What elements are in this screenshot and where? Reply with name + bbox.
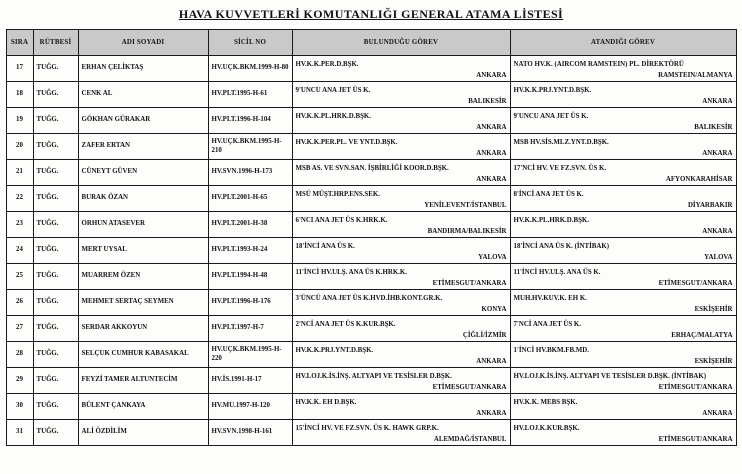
bulundugu-gorev-text: HV.LOJ.K.İS.İNŞ. ALTYAPI VE TESİSLER D.BŞK. [295,373,452,381]
cell-rutbe: TUĞG. [33,82,78,108]
cell-sira: 23 [6,212,33,238]
cell-sira: 27 [6,316,33,342]
cell-bulundugu-gorev [292,186,510,212]
cell-ad: CENK AL [78,82,208,108]
col-header-atandigi: ATANDIĞI GÖREV [510,30,736,56]
cell-sicil: HV.PLT.2001-H-65 [208,186,292,212]
cell-sira: 22 [6,186,33,212]
cell-sira: 18 [6,82,33,108]
cell-sicil: HV.SVN.1996-H-173 [208,160,292,186]
atandigi-gorev-text: HV.LOJ.K.İS.İNŞ. ALTYAPI VE TESİSLER D.BŞK. (İNTİBAK) [513,373,706,381]
table-row [6,420,736,446]
bulundugu-gorev-text: MSB AS. VE SVN.SAN. İŞBİRLİĞİ KOOR.D.BŞK. [295,165,449,173]
cell-atandigi-gorev [510,134,736,160]
cell-atandigi-gorev [510,186,736,212]
table-row [6,134,736,160]
cell-atandigi-gorev [510,420,736,446]
cell-sicil: HV.PLT.2001-H-38 [208,212,292,238]
atandigi-gorev-yer: BALIKESİR [694,123,733,131]
bulundugu-gorev-yer: YALOVA [478,253,507,261]
table-row [6,186,736,212]
bulundugu-gorev-yer: ANKARA [476,149,507,157]
bulundugu-gorev-text: HV.K.K.PL.HRK.D.BŞK. [295,113,371,121]
atandigi-gorev-yer: ANKARA [702,227,733,235]
cell-sicil: HV.PLT.1996-H-104 [208,108,292,134]
atandigi-gorev-yer: DİYARBAKIR [687,201,733,209]
page-title: HAVA KUVVETLERİ KOMUTANLIĞI GENERAL ATAMA LİSTESİ [178,7,564,21]
cell-rutbe: TUĞG. [33,394,78,420]
atandigi-gorev-yer: AFYONKARAHİSAR [665,175,733,183]
col-header-ad: ADI SOYADI [78,30,208,56]
cell-sicil: HV.PLT.1995-H-61 [208,82,292,108]
cell-bulundugu-gorev [292,420,510,446]
atandigi-gorev-text: HV.K.K.PRJ.YNT.D.BŞK. [513,87,592,95]
cell-bulundugu-gorev [292,82,510,108]
col-header-sicil: SİCİL NO [208,30,292,56]
cell-sicil: HV.UÇK.BKM.1999-H-80 [208,56,292,82]
cell-rutbe: TUĞG. [33,56,78,82]
col-header-bulundugu: BULUNDUĞU GÖREV [292,30,510,56]
bulundugu-gorev-text: 11'İNCİ HV.ULŞ. ANA ÜS K.HRK.K. [295,269,407,277]
atandigi-gorev-text: 18'İNCİ ANA ÜS K. (İNTİBAK) [513,243,610,251]
cell-atandigi-gorev [510,56,736,82]
cell-rutbe: TUĞG. [33,264,78,290]
cell-rutbe: TUĞG. [33,212,78,238]
bulundugu-gorev-yer: ETİMESGUT/ANKARA [432,383,507,391]
cell-sicil: HV.SVN.1998-H-161 [208,420,292,446]
table-row [6,82,736,108]
table-row [6,316,736,342]
bulundugu-gorev-yer: ANKARA [476,71,507,79]
bulundugu-gorev-yer: BANDIRMA/BALIKESİR [427,227,507,235]
cell-sira: 21 [6,160,33,186]
atandigi-gorev-yer: ETİMESGUT/ANKARA [658,279,733,287]
cell-bulundugu-gorev [292,56,510,82]
cell-sira: 28 [6,342,33,368]
table-row [6,108,736,134]
cell-ad: SERDAR AKKOYUN [78,316,208,342]
cell-ad: MEHMET SERTAÇ SEYMEN [78,290,208,316]
cell-sira: 17 [6,56,33,82]
cell-sicil: HV.UÇK.BKM.1995-H-210 [208,134,292,160]
table-row [6,342,736,368]
table-row [6,212,736,238]
cell-rutbe: TUĞG. [33,134,78,160]
bulundugu-gorev-text: 15'İNCİ HV. VE FZ.SVN. ÜS K. HAWK GRP.K. [295,425,439,433]
cell-bulundugu-gorev [292,264,510,290]
cell-sicil: HV.PLT.1997-H-7 [208,316,292,342]
cell-ad: ZAFER ERTAN [78,134,208,160]
table-row [6,264,736,290]
cell-bulundugu-gorev [292,160,510,186]
cell-sira: 26 [6,290,33,316]
atandigi-gorev-text: MUH.HV.KUV.K. EH K. [513,295,587,303]
cell-ad: CÜNEYT GÜVEN [78,160,208,186]
cell-sira: 24 [6,238,33,264]
cell-ad: BURAK ÖZAN [78,186,208,212]
cell-sicil: HV.PLT.1994-H-48 [208,264,292,290]
cell-atandigi-gorev [510,108,736,134]
assignment-table [6,29,737,446]
cell-ad: GÖKHAN GÜRAKAR [78,108,208,134]
cell-rutbe: TUĞG. [33,368,78,394]
atandigi-gorev-text: 1'İNCİ HV.BKM.FB.MD. [513,347,589,355]
cell-rutbe: TUĞG. [33,342,78,368]
table-row [6,394,736,420]
cell-sira: 30 [6,394,33,420]
cell-atandigi-gorev [510,316,736,342]
cell-sicil: HV.İS.1991-H-17 [208,368,292,394]
atandigi-gorev-text: 7'NCİ ANA JET ÜS K. [513,321,581,329]
cell-bulundugu-gorev [292,342,510,368]
cell-atandigi-gorev [510,160,736,186]
cell-bulundugu-gorev [292,290,510,316]
cell-sira: 31 [6,420,33,446]
cell-ad: ERHAN ÇELİKTAŞ [78,56,208,82]
cell-bulundugu-gorev [292,394,510,420]
cell-atandigi-gorev [510,82,736,108]
bulundugu-gorev-yer: KONYA [481,305,507,313]
atandigi-gorev-yer: ANKARA [702,409,733,417]
bulundugu-gorev-text: 18'İNCİ ANA ÜS K. [295,243,355,251]
cell-ad: SELÇUK CUMHUR KABASAKAL [78,342,208,368]
atandigi-gorev-text: 8'İNCİ ANA JET ÜS K. [513,191,584,199]
cell-rutbe: TUĞG. [33,186,78,212]
cell-rutbe: TUĞG. [33,316,78,342]
table-body [6,56,736,446]
cell-sicil: HV.PLT.1993-H-24 [208,238,292,264]
atandigi-gorev-yer: ANKARA [702,149,733,157]
table-row [6,238,736,264]
bulundugu-gorev-yer: ANKARA [476,175,507,183]
cell-ad: BÜLENT ÇANKAYA [78,394,208,420]
cell-ad: FEYZİ TAMER ALTUNTECİM [78,368,208,394]
cell-atandigi-gorev [510,368,736,394]
cell-sira: 20 [6,134,33,160]
atandigi-gorev-text: HV.K.K.PL.HRK.D.BŞK. [513,217,589,225]
cell-rutbe: TUĞG. [33,420,78,446]
atandigi-gorev-yer: ESKİŞEHİR [694,357,733,365]
atandigi-gorev-yer: RAMSTEIN/ALMANYA [658,71,733,79]
cell-bulundugu-gorev [292,316,510,342]
col-header-sira: SIRA [6,30,33,56]
bulundugu-gorev-yer: BALIKESİR [468,97,507,105]
bulundugu-gorev-yer: ANKARA [476,409,507,417]
atandigi-gorev-text: 11'İNCİ HV.ULŞ. ANA ÜS K. [513,269,601,277]
cell-ad: MERT UYSAL [78,238,208,264]
bulundugu-gorev-yer: YENİLEVENT/İSTANBUL [424,201,507,209]
bulundugu-gorev-text: HV.K.K.PER.D.BŞK. [295,61,359,69]
bulundugu-gorev-yer: ALEMDAĞ/İSTANBUL [433,435,507,443]
cell-atandigi-gorev [510,290,736,316]
cell-atandigi-gorev [510,264,736,290]
cell-ad: ALİ ÖZDİLİM [78,420,208,446]
cell-rutbe: TUĞG. [33,290,78,316]
cell-sira: 29 [6,368,33,394]
bulundugu-gorev-text: 2'NCİ ANA JET ÜS K.KUR.BŞK. [295,321,396,329]
bulundugu-gorev-yer: ETİMESGUT/ANKARA [432,279,507,287]
bulundugu-gorev-text: HV.K.K. EH D.BŞK. [295,399,357,407]
atandigi-gorev-text: 9'UNCU ANA JET ÜS K. [513,113,589,121]
bulundugu-gorev-yer: ANKARA [476,123,507,131]
atandigi-gorev-yer: ETİMESGUT/ANKARA [658,383,733,391]
cell-rutbe: TUĞG. [33,160,78,186]
atandigi-gorev-yer: YALOVA [704,253,733,261]
bulundugu-gorev-yer: ANKARA [476,357,507,365]
cell-atandigi-gorev [510,238,736,264]
atandigi-gorev-text: HV.K.K. MEBS BŞK. [513,399,578,407]
cell-atandigi-gorev [510,212,736,238]
cell-sicil: HV.PLT.1996-H-176 [208,290,292,316]
table-row [6,160,736,186]
bulundugu-gorev-text: 6'NCI ANA JET ÜS K.HRK.K. [295,217,388,225]
cell-sicil: HV.MU.1997-H-120 [208,394,292,420]
atandigi-gorev-yer: ETİMESGUT/ANKARA [658,435,733,443]
cell-bulundugu-gorev [292,368,510,394]
cell-rutbe: TUĞG. [33,238,78,264]
atandigi-gorev-text: MSB HV.SİS.MLZ.YNT.D.BŞK. [513,139,609,147]
col-header-rutbe: RÜTBESİ [33,30,78,56]
cell-bulundugu-gorev [292,238,510,264]
cell-rutbe: TUĞG. [33,108,78,134]
bulundugu-gorev-text: HV.K.K.PRJ.YNT.D.BŞK. [295,347,374,355]
cell-sira: 25 [6,264,33,290]
atandigi-gorev-text: 17'NCİ HV. VE FZ.SVN. ÜS K. [513,165,607,173]
bulundugu-gorev-text: MSÜ MÜŞT.HRP.ENS.SEK. [295,191,380,199]
cell-sicil: HV.UÇK.BKM.1995-H-220 [208,342,292,368]
cell-bulundugu-gorev [292,134,510,160]
cell-bulundugu-gorev [292,212,510,238]
cell-bulundugu-gorev [292,108,510,134]
cell-atandigi-gorev [510,342,736,368]
table-row [6,368,736,394]
bulundugu-gorev-yer: ÇİĞLİ/İZMİR [462,331,507,339]
atandigi-gorev-yer: ANKARA [702,97,733,105]
cell-sira: 19 [6,108,33,134]
bulundugu-gorev-text: 9'UNCU ANA JET ÜS K. [295,87,371,95]
atandigi-gorev-yer: ESKİŞEHİR [694,305,733,313]
bulundugu-gorev-text: 3'ÜNCÜ ANA JET ÜS K.HVD.İHB.KONT.GR.K. [295,295,443,303]
atandigi-gorev-yer: ERHAÇ/MALATYA [671,331,733,339]
atandigi-gorev-text: NATO HV.K. (AIRCOM RAMSTEIN) PL. DİREKTÖRÜ [513,61,684,69]
cell-atandigi-gorev [510,394,736,420]
atandigi-gorev-text: HV.LOJ.K.KUR.BŞK. [513,425,580,433]
bulundugu-gorev-text: HV.K.K.PER.PL. VE YNT.D.BŞK. [295,139,398,147]
cell-ad: MUARREM ÖZEN [78,264,208,290]
header-row [6,30,736,56]
table-row [6,56,736,82]
table-row [6,290,736,316]
cell-ad: ORHUN ATASEVER [78,212,208,238]
